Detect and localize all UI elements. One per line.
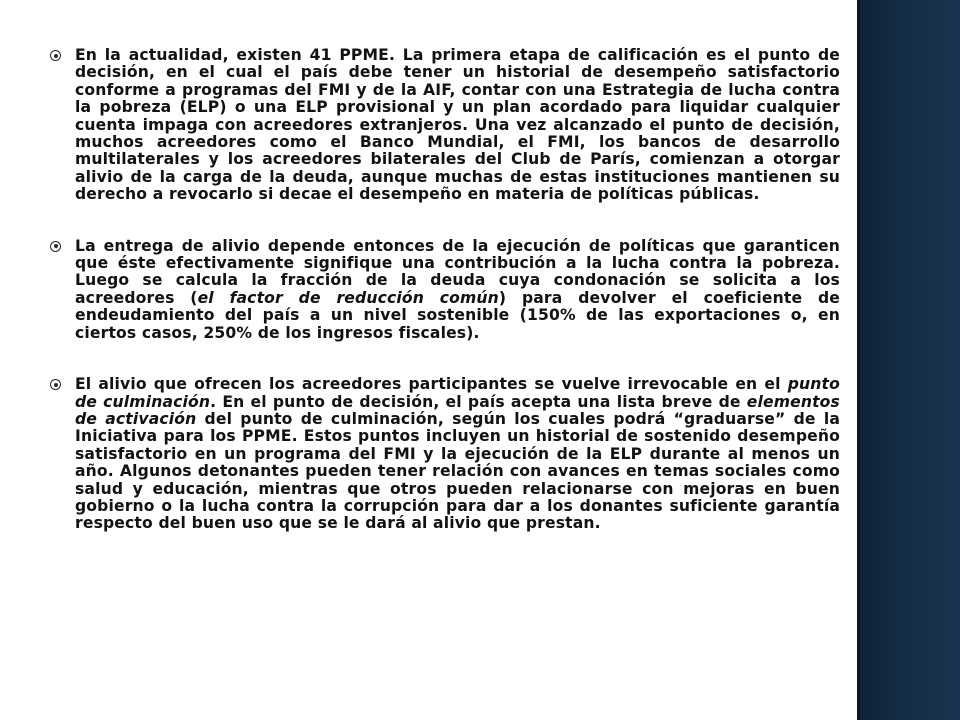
italic-term: elementos de activación [75, 392, 840, 428]
italic-term: el factor de reducción común [197, 288, 499, 307]
bullet-paragraph-3 [50, 376, 840, 533]
circle-bullet-icon [50, 379, 61, 390]
bullet-paragraph-2 [50, 238, 840, 342]
circle-bullet-icon [50, 241, 61, 252]
paragraph-text: La entrega de alivio depende entonces de la ejecución de políticas que garanticen que éste efectivamente signifique una contribución a la lucha contra la pobreza. Luego se calcula la fracción de la deuda cuya condonación se solicita a los acreedores (el factor de reducción común) para devolver el coeficiente de endeudamiento del país a un nivel sostenible (150% de las exportaciones o, en ciertos casos, 250% de los ingresos fiscales). [75, 236, 840, 342]
paragraph-text: El alivio que ofrecen los acreedores participantes se vuelve irrevocable en el punto de culminación. En el punto de decisión, el país acepta una lista breve de elementos de activación del punto de culminación, según los cuales podrá “graduarse” de la Iniciativa para los PPME. Estos puntos incluyen un historial de sostenido desempeño satisfactorio en un programa del FMI y la ejecución de la ELP durante al menos un año. Algunos detonantes pueden tener relación con avances en temas sociales como salud y educación, mientras que otros pueden relacionarse con mejoras en buen gobierno o la lucha contra la corrupción para dar a los donantes suficiente garantía respecto del buen uso que se le dará al alivio que prestan. [75, 375, 840, 533]
bullet-paragraph-1 [50, 47, 840, 204]
paragraph-text: En la actualidad, existen 41 PPME. La primera etapa de calificación es el punto de decisión, en el cual el país debe tener un historial de desempeño satisfactorio conforme a programas del FMI y de la AIF, contar con una Estrategia de lucha contra la pobreza (ELP) o una ELP provisional y un plan acordado para liquidar cualquier cuenta impaga con acreedores extranjeros. Una vez alcanzado el punto de decisión, muchos acreedores como el Banco Mundial, el FMI, los bancos de desarrollo multilaterales y los acreedores bilaterales del Club de París, comienzan a otorgar alivio de la carga de la deuda, aunque muchas de estas instituciones mantienen su derecho a revocarlo si decae el desempeño en materia de políticas públicas. [75, 46, 840, 204]
decorative-side-band [857, 0, 960, 720]
slide-content [50, 47, 840, 567]
italic-term: punto de culminación [75, 375, 840, 411]
circle-bullet-icon [50, 50, 61, 61]
